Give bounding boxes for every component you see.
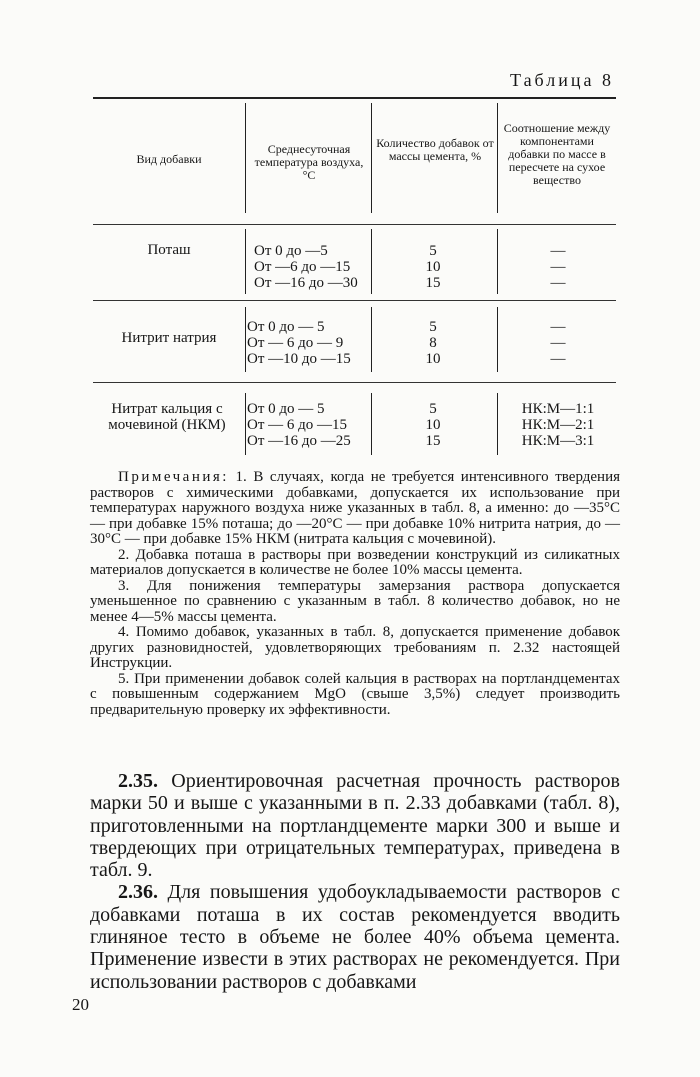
row-rule-2 bbox=[93, 382, 616, 383]
row3-amount-1: 5 bbox=[429, 401, 437, 417]
section-2-36-number: 2.36. bbox=[118, 881, 158, 904]
note-4: 4. Помимо добавок, указанных в табл. 8, допускается применение добавок других разновидностей, удовлетворяющих требованиям п. 2.32 настоящей Инструкции. bbox=[90, 624, 620, 671]
row2-ratio-2: — bbox=[550, 335, 566, 351]
row2-ratio-3: — bbox=[550, 351, 566, 367]
row1-ratios bbox=[499, 243, 617, 291]
row2-divider-3 bbox=[497, 307, 498, 372]
row3-temperatures bbox=[247, 401, 351, 449]
row1-ratio-3: — bbox=[550, 275, 566, 291]
table-top-rule bbox=[93, 97, 616, 99]
note-3: 3. Для понижения температуры замерзания раствора допускается уменьшенное по сравнению с указанным в табл. 8 количество добавок, но не менее 4—5% массы цемента. bbox=[90, 577, 620, 625]
section-2-36-text: Для повышения удобоукладываемости растворов с добавками поташа в их состав рекомендуется вводить глиняное тесто в объеме не более 40% объема цемента. Применение извести в этих растворах не рекомендуется. При использовании растворов с добавками bbox=[90, 881, 620, 993]
row2-divider-2 bbox=[371, 307, 372, 372]
row1-temperatures bbox=[254, 243, 358, 291]
header-divider-3 bbox=[497, 103, 498, 213]
table-label: Таблица 8 bbox=[510, 70, 614, 90]
row2-temp-2: От — 6 до — 9 bbox=[247, 335, 344, 351]
row2-temp-3: От —10 до —15 bbox=[247, 351, 351, 367]
row1-additive: Поташ bbox=[147, 242, 191, 258]
header-additive-type: Вид добавки bbox=[136, 152, 202, 166]
row3-temp-3: От —16 до —25 bbox=[247, 433, 351, 449]
note-5: 5. При применении добавок солей кальция в растворах на портландцементах с повышенным содержанием MgO (свыше 3,5%) следует производить предварительную проверку их эффективности. bbox=[90, 670, 620, 718]
row1-divider-2 bbox=[371, 229, 372, 294]
row3-amounts bbox=[373, 401, 493, 449]
header-ratio: Соотношение между компонентами добавки по массе в пересчете на сухое вещество bbox=[503, 121, 611, 187]
header-amount: Количество добавок от массы цемента, % bbox=[376, 136, 494, 163]
row1-temp-2: От —6 до —15 bbox=[254, 259, 351, 275]
section-2-35-number: 2.35. bbox=[118, 770, 158, 792]
note-2: 2. Добавка поташа в растворы при возведении конструкций из силикатных материалов допускается в количестве не более 10% массы цемента. bbox=[90, 546, 620, 578]
row2-temperatures bbox=[247, 319, 351, 367]
row-rule-1 bbox=[93, 300, 616, 301]
row3-temp-2: От — 6 до —15 bbox=[247, 417, 348, 433]
row3-temp-1: От 0 до — 5 bbox=[247, 401, 325, 417]
row2-amount-2: 8 bbox=[429, 335, 437, 351]
row1-amounts bbox=[373, 243, 493, 291]
row1-divider-1 bbox=[245, 229, 246, 294]
header-divider-2 bbox=[371, 103, 372, 213]
row3-divider-2 bbox=[371, 393, 372, 455]
row2-amount-1: 5 bbox=[429, 319, 437, 335]
row2-divider-1 bbox=[245, 307, 246, 372]
row3-ratio-1: НК:М—1:1 bbox=[521, 401, 595, 417]
body-text bbox=[90, 770, 620, 993]
row2-temp-1: От 0 до — 5 bbox=[247, 319, 325, 335]
header-rule bbox=[93, 224, 616, 225]
row1-ratio-2: — bbox=[550, 259, 566, 275]
section-2-35-text: Ориентировочная расчетная прочность растворов марки 50 и выше с указанными в п. 2.33 добавками (табл. 8), приготовленными на портландцементе марки 300 и выше и твердеющих при отрицательных температурах, приведена в табл. 9. bbox=[90, 770, 620, 882]
table-notes bbox=[90, 470, 620, 718]
row3-ratio-3: НК:М—3:1 bbox=[521, 433, 595, 449]
note-1-text: 1. В случаях, когда не требуется интенсивного твердения растворов с химическими добавками, допускается их использование при температурах наружного воздуха ниже указанных в табл. 8, а именно: до —35°С — при добавке 15% поташа; до —20°С — при добавке 10% нитрита натрия, до —30°С — при добавке 15% НКМ (нитрата кальция с мочевиной). bbox=[90, 469, 621, 547]
header-divider-1 bbox=[245, 103, 246, 213]
row3-amount-3: 15 bbox=[425, 433, 441, 449]
row1-temp-3: От —16 до —30 bbox=[254, 275, 358, 291]
page-number: 20 bbox=[72, 995, 89, 1014]
row2-additive: Нитрит натрия bbox=[121, 330, 217, 346]
section-2-36 bbox=[90, 881, 620, 992]
row1-ratio-1: — bbox=[550, 243, 566, 259]
row3-ratio-2: НК:М—2:1 bbox=[521, 417, 595, 433]
row1-amount-3: 15 bbox=[425, 275, 441, 291]
row3-divider-1 bbox=[245, 393, 246, 455]
row2-amount-3: 10 bbox=[425, 351, 441, 367]
row3-amount-2: 10 bbox=[425, 417, 441, 433]
row1-divider-3 bbox=[497, 229, 498, 294]
row2-ratios bbox=[499, 319, 617, 367]
row2-ratio-1: — bbox=[550, 319, 566, 335]
notes-label: Примечания: bbox=[118, 469, 229, 485]
row2-amounts bbox=[373, 319, 493, 367]
row3-additive: Нитрат кальция с мочевиной (НКМ) bbox=[108, 401, 226, 433]
header-temperature: Среднесуточная температура воздуха, °С bbox=[254, 142, 364, 182]
row3-ratios bbox=[499, 401, 617, 449]
row3-divider-3 bbox=[497, 393, 498, 455]
row1-amount-2: 10 bbox=[425, 259, 441, 275]
row1-temp-1: От 0 до —5 bbox=[254, 243, 328, 259]
note-1 bbox=[90, 470, 620, 548]
section-2-35 bbox=[90, 770, 620, 881]
row1-amount-1: 5 bbox=[429, 243, 437, 259]
